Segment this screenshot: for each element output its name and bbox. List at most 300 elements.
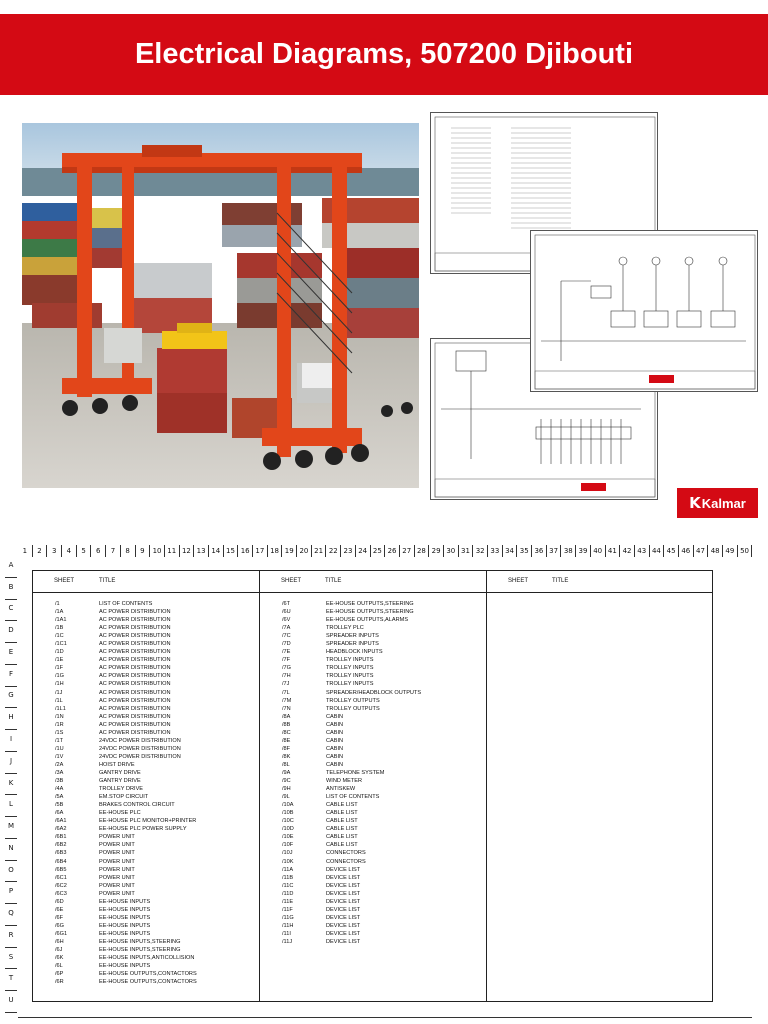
entry-sheet: /6B5 <box>55 866 67 873</box>
entry-title: CABIN <box>326 721 344 728</box>
column-number: 20 <box>297 545 312 557</box>
entry-sheet: /7A <box>282 625 291 632</box>
entry-title: CABIN <box>326 729 344 736</box>
contents-entry <box>282 632 476 640</box>
entry-sheet: /1A <box>55 609 64 616</box>
contents-entry <box>282 664 476 672</box>
entry-title: AC POWER DISTRIBUTION <box>99 705 171 712</box>
contents-entry <box>55 656 249 664</box>
column-number: 18 <box>268 545 283 557</box>
entry-title: CONNECTORS <box>326 850 366 857</box>
column-number: 47 <box>694 545 709 557</box>
row-letter: O <box>8 865 14 874</box>
entry-sheet: /6P <box>55 971 64 978</box>
entry-title: DEVICE LIST <box>326 882 361 889</box>
column-number: 14 <box>209 545 224 557</box>
entry-sheet: /1L <box>55 697 63 704</box>
entry-title: AC POWER DISTRIBUTION <box>99 625 171 632</box>
contents-entry <box>55 624 249 632</box>
entry-sheet: /8B <box>282 721 291 728</box>
contents-entry <box>282 745 476 753</box>
entry-sheet: /1L1 <box>55 705 66 712</box>
entry-sheet: /1C1 <box>55 641 67 648</box>
entry-title: CABIN <box>326 713 344 720</box>
column-number: 50 <box>738 545 753 557</box>
entry-sheet: /6D <box>55 898 64 905</box>
entry-sheet: /8K <box>282 753 291 760</box>
entry-sheet: /6U <box>282 609 291 616</box>
entry-title: HEADBLOCK INPUTS <box>326 649 383 656</box>
entry-sheet: /4A <box>55 786 64 793</box>
contents-entry <box>55 938 249 946</box>
entry-sheet: /1D <box>55 649 64 656</box>
row-letter: P <box>8 887 14 896</box>
entry-sheet: /6H <box>55 938 64 945</box>
contents-entry <box>55 793 249 801</box>
entry-sheet: /6V <box>282 617 291 624</box>
entry-sheet: /7H <box>282 673 291 680</box>
row-tick <box>5 729 17 730</box>
entry-sheet: /3A <box>55 769 64 776</box>
entry-sheet: /6B2 <box>55 842 67 849</box>
column-number: 17 <box>253 545 268 557</box>
contents-entry <box>55 745 249 753</box>
column-number: 33 <box>488 545 503 557</box>
contents-entry <box>282 713 476 721</box>
contents-entry <box>282 825 476 833</box>
row-tick <box>5 686 17 687</box>
contents-entry <box>55 882 249 890</box>
contents-entry <box>282 809 476 817</box>
row-letter: L <box>9 800 13 809</box>
column-number: 30 <box>444 545 459 557</box>
entry-title: EE-HOUSE INPUTS <box>99 922 151 929</box>
contents-entry <box>282 616 476 624</box>
entry-title: POWER UNIT <box>99 858 135 865</box>
contents-entry <box>282 841 476 849</box>
contents-entry <box>55 721 249 729</box>
contents-entry <box>55 874 249 882</box>
entry-sheet: /3B <box>55 778 64 785</box>
kalmar-logo-text: Kalmar <box>701 495 746 511</box>
entry-title: POWER UNIT <box>99 834 135 841</box>
entry-title: EM.STOP CIRCUIT <box>99 794 149 801</box>
entry-sheet: /1A1 <box>55 617 67 624</box>
sheet-header: SHEET <box>281 578 302 584</box>
contents-entry <box>55 680 249 688</box>
entry-sheet: /1U <box>55 745 64 752</box>
entry-sheet: /7J <box>282 681 290 688</box>
entry-title: TROLLEY INPUTS <box>326 665 374 672</box>
contents-entry <box>282 608 476 616</box>
contents-entry <box>282 777 476 785</box>
row-letter: E <box>8 647 14 656</box>
column-number: 21 <box>312 545 327 557</box>
row-letter: C <box>8 604 14 613</box>
entry-sheet: /9C <box>282 778 291 785</box>
title-header: TITLE <box>99 578 116 584</box>
column-number: 23 <box>341 545 356 557</box>
contents-entry <box>55 616 249 624</box>
entry-sheet: /1G <box>55 673 65 680</box>
contents-entry <box>282 697 476 705</box>
column-number: 1 <box>18 545 33 557</box>
contents-entry <box>55 825 249 833</box>
contents-entry <box>55 729 249 737</box>
column-number: 4 <box>62 545 77 557</box>
row-tick <box>5 773 17 774</box>
entry-title: EE-HOUSE OUTPUTS,STEERING <box>326 601 414 607</box>
contents-entry <box>55 705 249 713</box>
row-letter: H <box>8 713 14 722</box>
entry-title: SPREADER INPUTS <box>326 633 379 640</box>
entry-sheet: /10J <box>282 850 293 857</box>
contents-entry <box>282 761 476 769</box>
contents-entry <box>282 753 476 761</box>
entry-title: CABLE LIST <box>326 834 358 841</box>
contents-entry <box>55 898 249 906</box>
contents-entry <box>282 624 476 632</box>
entry-title: EE-HOUSE OUTPUTS,CONTACTORS <box>99 979 197 986</box>
contents-entry <box>282 833 476 841</box>
column-number: 15 <box>224 545 239 557</box>
contents-column-1 <box>55 600 249 986</box>
column-number: 44 <box>650 545 665 557</box>
entry-title: POWER UNIT <box>99 874 135 881</box>
entry-sheet: /7N <box>282 705 291 712</box>
entry-sheet: /10C <box>282 818 294 825</box>
column-number: 35 <box>517 545 532 557</box>
column-number: 31 <box>459 545 474 557</box>
row-tick <box>5 947 17 948</box>
column-number: 39 <box>576 545 591 557</box>
row-letter: J <box>9 756 13 765</box>
entry-title: 24VDC POWER DISTRIBUTION <box>99 753 181 760</box>
contents-entry <box>55 713 249 721</box>
entry-title: EE-HOUSE INPUTS <box>99 914 151 921</box>
column-number: 27 <box>400 545 415 557</box>
entry-title: POWER UNIT <box>99 890 135 897</box>
entry-sheet: /6L <box>55 963 63 970</box>
entry-sheet: /11C <box>282 882 294 889</box>
entry-title: TROLLEY INPUTS <box>326 681 374 688</box>
entry-title: TROLLEY OUTPUTS <box>326 705 380 712</box>
contents-entry <box>55 600 249 608</box>
entry-title: SPREADER/HEADBLOCK OUTPUTS <box>326 689 422 696</box>
contents-entry <box>55 978 249 986</box>
entry-title: DEVICE LIST <box>326 890 361 897</box>
entry-title: WIND METER <box>326 778 363 785</box>
row-tick <box>5 794 17 795</box>
entry-sheet: /6A2 <box>55 826 67 833</box>
entry-title: CABLE LIST <box>326 826 358 833</box>
row-tick <box>5 599 17 600</box>
contents-entry <box>282 890 476 898</box>
entry-sheet: /6A <box>55 810 64 817</box>
entry-title: EE-HOUSE INPUTS <box>99 906 151 913</box>
entry-sheet: /1B <box>55 625 64 632</box>
contents-entry <box>55 866 249 874</box>
entry-title: POWER UNIT <box>99 850 135 857</box>
row-tick <box>5 925 17 926</box>
contents-entry <box>55 672 249 680</box>
entry-title: EE-HOUSE INPUTS <box>99 898 151 905</box>
contents-entry <box>282 785 476 793</box>
contents-entry <box>282 922 476 930</box>
entry-sheet: /11F <box>282 906 293 913</box>
entry-sheet: /6J <box>55 947 63 954</box>
entry-title: TROLLEY INPUTS <box>326 657 374 664</box>
contents-entry <box>55 858 249 866</box>
row-letter: U <box>8 996 14 1005</box>
contents-entry <box>55 890 249 898</box>
contents-entry <box>282 866 476 874</box>
entry-title: TELEPHONE SYSTEM <box>326 769 385 776</box>
contents-entry <box>55 753 249 761</box>
column-number: 6 <box>91 545 106 557</box>
contents-entry <box>55 833 249 841</box>
entry-title: DEVICE LIST <box>326 866 361 873</box>
column-divider <box>259 570 260 1002</box>
entry-title: EE-HOUSE PLC POWER SUPPLY <box>99 826 187 833</box>
contents-entry <box>282 858 476 866</box>
entry-sheet: /8C <box>282 729 291 736</box>
contents-entry <box>55 777 249 785</box>
entry-title: AC POWER DISTRIBUTION <box>99 649 171 656</box>
entry-title: TROLLEY PLC <box>326 625 364 632</box>
entry-sheet: /1H <box>55 681 64 688</box>
entry-sheet: /6B1 <box>55 834 67 841</box>
row-tick <box>5 707 17 708</box>
contents-entry <box>282 849 476 857</box>
entry-sheet: /8A <box>282 713 291 720</box>
entry-sheet: /6R <box>55 979 64 986</box>
kalmar-logo-mark: K <box>689 494 698 512</box>
row-tick <box>5 968 17 969</box>
entry-sheet: /1N <box>55 713 64 720</box>
row-letter: S <box>8 952 14 961</box>
entry-sheet: /1J <box>55 689 63 696</box>
entry-sheet: /6B4 <box>55 858 67 865</box>
entry-sheet: /11H <box>282 922 294 929</box>
row-tick <box>5 816 17 817</box>
header-rule <box>32 592 713 593</box>
entry-sheet: /10B <box>282 810 294 817</box>
entry-title: CABLE LIST <box>326 818 358 825</box>
row-letter: G <box>8 691 14 700</box>
contents-entry <box>282 930 476 938</box>
page-title: Electrical Diagrams, 507200 Djibouti <box>134 38 634 70</box>
column-number: 29 <box>429 545 444 557</box>
entry-title: LIST OF CONTENTS <box>326 794 380 801</box>
row-tick <box>5 664 17 665</box>
entry-title: CABIN <box>326 745 344 752</box>
entry-sheet: /6C2 <box>55 882 67 889</box>
entry-sheet: /7E <box>282 649 291 656</box>
entry-title: 24VDC POWER DISTRIBUTION <box>99 745 181 752</box>
column-number: 9 <box>136 545 151 557</box>
entry-title: SPREADER INPUTS <box>326 641 379 648</box>
entry-title: DEVICE LIST <box>326 938 361 945</box>
contents-entry <box>282 817 476 825</box>
entry-sheet: /11A <box>282 866 294 873</box>
contents-entry <box>55 664 249 672</box>
column-number: 40 <box>591 545 606 557</box>
entry-title: CABIN <box>326 761 344 768</box>
column-number: 38 <box>561 545 576 557</box>
entry-title: EE-HOUSE PLC <box>99 810 141 817</box>
entry-title: AC POWER DISTRIBUTION <box>99 689 171 696</box>
title-header: TITLE <box>552 578 569 584</box>
entry-title: DEVICE LIST <box>326 914 361 921</box>
contents-entry <box>55 697 249 705</box>
contents-entry <box>282 914 476 922</box>
entry-sheet: /5A <box>55 794 64 801</box>
contents-column-2 <box>282 600 476 946</box>
column-number: 24 <box>356 545 371 557</box>
contents-entry <box>55 954 249 962</box>
column-number: 42 <box>620 545 635 557</box>
entry-title: EE-HOUSE INPUTS,STEERING <box>99 938 181 945</box>
column-number: 16 <box>238 545 253 557</box>
entry-title: POWER UNIT <box>99 882 135 889</box>
column-number: 2 <box>33 545 48 557</box>
entry-sheet: /6C1 <box>55 874 67 881</box>
entry-sheet: /6G <box>55 922 65 929</box>
entry-title: LIST OF CONTENTS <box>99 601 153 607</box>
contents-entry <box>282 648 476 656</box>
contents-entry <box>55 906 249 914</box>
entry-sheet: /6A1 <box>55 818 67 825</box>
column-number: 43 <box>635 545 650 557</box>
row-letter: B <box>8 582 14 591</box>
entry-title: CABIN <box>326 737 344 744</box>
entry-title: AC POWER DISTRIBUTION <box>99 681 171 688</box>
row-letter: F <box>8 669 14 678</box>
entry-title: CABLE LIST <box>326 802 358 809</box>
contents-entry <box>282 672 476 680</box>
column-number: 7 <box>106 545 121 557</box>
entry-sheet: /7C <box>282 633 291 640</box>
entry-title: TROLLEY OUTPUTS <box>326 697 380 704</box>
title-header: TITLE <box>325 578 342 584</box>
column-number: 46 <box>679 545 694 557</box>
entry-sheet: /6B3 <box>55 850 67 857</box>
row-letter: D <box>8 626 14 635</box>
contents-entry <box>282 680 476 688</box>
column-number: 26 <box>385 545 400 557</box>
entry-title: AC POWER DISTRIBUTION <box>99 641 171 648</box>
column-number: 10 <box>150 545 165 557</box>
contents-entry <box>282 721 476 729</box>
row-letter: K <box>8 778 14 787</box>
entry-sheet: /8E <box>282 737 291 744</box>
contents-entry <box>55 970 249 978</box>
entry-sheet: /11E <box>282 898 294 905</box>
column-number: 3 <box>47 545 62 557</box>
entry-title: DEVICE LIST <box>326 874 361 881</box>
row-tick <box>5 903 17 904</box>
crane-illustration <box>22 123 419 488</box>
entry-title: CONNECTORS <box>326 858 366 865</box>
entry-title: CABLE LIST <box>326 842 358 849</box>
column-number: 32 <box>473 545 488 557</box>
entry-title: ANTISKEW <box>326 786 356 793</box>
row-tick <box>5 751 17 752</box>
entry-title: DEVICE LIST <box>326 930 361 937</box>
entry-title: DEVICE LIST <box>326 922 361 929</box>
contents-entry <box>55 737 249 745</box>
row-tick <box>5 577 17 578</box>
entry-title: AC POWER DISTRIBUTION <box>99 633 171 640</box>
contents-entry <box>55 930 249 938</box>
contents-entry <box>282 640 476 648</box>
column-number: 19 <box>282 545 297 557</box>
entry-sheet: /1S <box>55 729 64 736</box>
entry-sheet: /6G1 <box>55 930 68 937</box>
contents-entry <box>55 632 249 640</box>
entry-sheet: /7F <box>282 657 291 664</box>
entry-title: TROLLEY INPUTS <box>326 673 374 680</box>
contents-entry <box>282 729 476 737</box>
entry-sheet: /10K <box>282 858 294 865</box>
column-number: 8 <box>121 545 136 557</box>
column-number: 36 <box>532 545 547 557</box>
contents-entry <box>55 648 249 656</box>
contents-entry <box>282 600 476 608</box>
title-banner <box>0 14 768 95</box>
column-number: 22 <box>326 545 341 557</box>
row-tick <box>5 620 17 621</box>
column-number: 41 <box>606 545 621 557</box>
entry-sheet: /1R <box>55 721 64 728</box>
contents-entry <box>55 817 249 825</box>
contents-entry <box>55 769 249 777</box>
entry-sheet: /1E <box>55 657 64 664</box>
entry-title: AC POWER DISTRIBUTION <box>99 721 171 728</box>
entry-sheet: /9A <box>282 769 291 776</box>
entry-title: AC POWER DISTRIBUTION <box>99 617 171 624</box>
contents-entry <box>55 849 249 857</box>
contents-entry <box>282 705 476 713</box>
row-letter-ruler <box>4 555 18 1012</box>
contents-entry <box>282 874 476 882</box>
entry-sheet: /1V <box>55 753 64 760</box>
column-number: 28 <box>415 545 430 557</box>
contents-entry <box>282 801 476 809</box>
entry-title: GANTRY DRIVE <box>99 769 141 776</box>
contents-entry <box>55 946 249 954</box>
column-number: 25 <box>371 545 386 557</box>
contents-entry <box>55 801 249 809</box>
contents-entry <box>55 608 249 616</box>
sheet-header: SHEET <box>508 578 529 584</box>
entry-title: AC POWER DISTRIBUTION <box>99 657 171 664</box>
entry-title: EE-HOUSE OUTPUTS,CONTACTORS <box>99 971 197 978</box>
contents-entry <box>55 841 249 849</box>
contents-entry <box>55 809 249 817</box>
entry-sheet: /11I <box>282 930 291 937</box>
entry-title: BRAKES CONTROL CIRCUIT <box>99 802 175 809</box>
entry-title: CABLE LIST <box>326 810 358 817</box>
entry-sheet: /1F <box>55 665 64 672</box>
entry-title: 24VDC POWER DISTRIBUTION <box>99 737 181 744</box>
contents-entry <box>282 793 476 801</box>
column-number: 37 <box>547 545 562 557</box>
column-number: 49 <box>723 545 738 557</box>
contents-entry <box>282 737 476 745</box>
entry-sheet: /7M <box>282 697 292 704</box>
